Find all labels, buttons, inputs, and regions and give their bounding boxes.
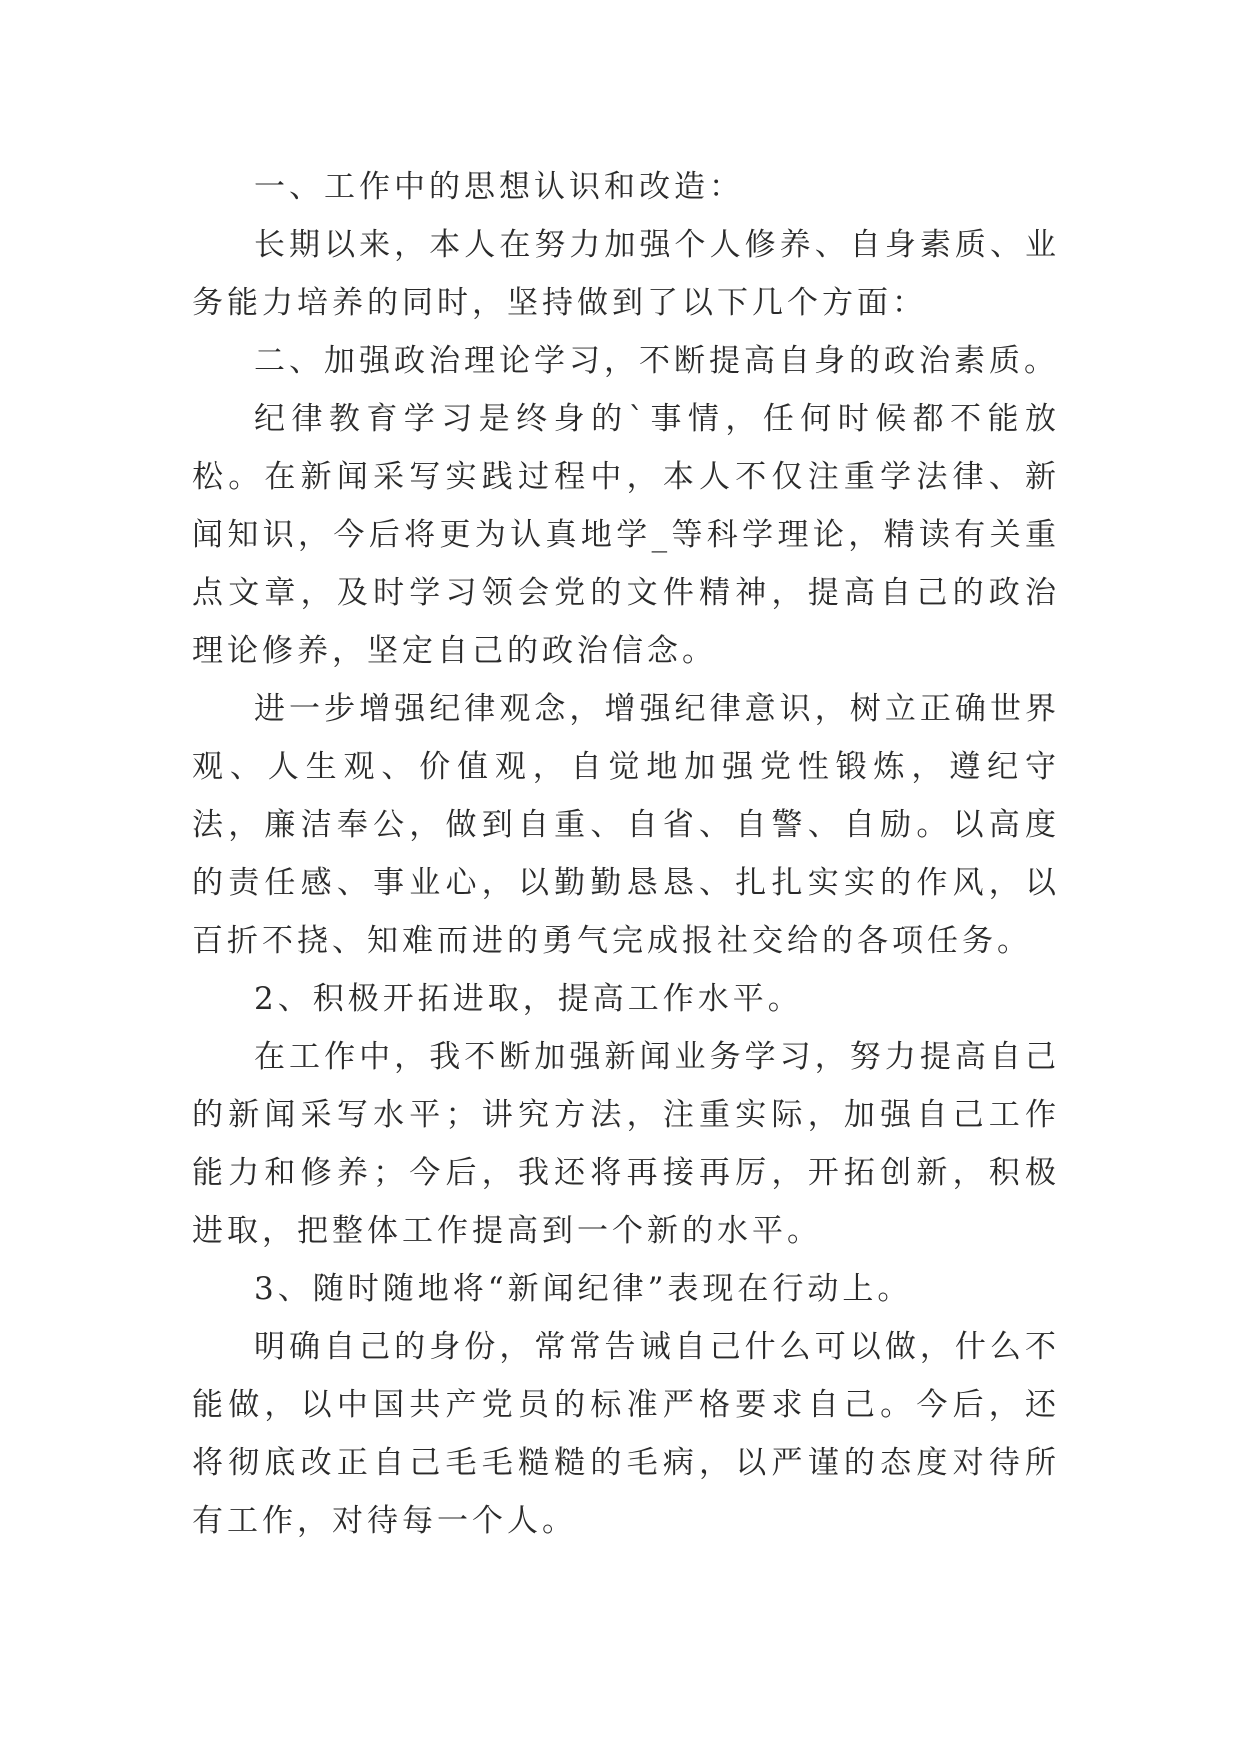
section-heading-4: 3、随时随地将“新闻纪律”表现在行动上。 (254, 1271, 913, 1307)
document-body (192, 158, 1060, 1550)
paragraph-work-level: 在工作中，我不断加强新闻业务学习，努力提高自己的新闻采写水平；讲究方法，注重实际，加强自己工作能力和修养；今后，我还将再接再厉，开拓创新，积极进取，把整体工作提高到一个新的水平。 (192, 1039, 1060, 1249)
paragraph-self-requirements: 明确自己的身份，常常告诫自己什么可以做，什么不能做，以中国共产党员的标准严格要求自己。今后，还将彻底改正自己毛毛糙糙的毛病，以严谨的态度对待所有工作，对待每一个人。 (192, 1329, 1060, 1539)
section-heading-2: 二、加强政治理论学习，不断提高自身的政治素质。 (254, 343, 1059, 379)
section-heading-3: 2、积极开拓进取，提高工作水平。 (254, 981, 803, 1017)
section-heading-1: 一、工作中的思想认识和改造： (254, 169, 744, 205)
paragraph-intro: 长期以来，本人在努力加强个人修养、自身素质、业务能力培养的同时，坚持做到了以下几个方面： (192, 227, 1060, 321)
paragraph-discipline-study: 纪律教育学习是终身的`事情，任何时候都不能放松。在新闻采写实践过程中，本人不仅注重学法律、新闻知识，今后将更为认真地学_等科学理论，精读有关重点文章，及时学习领会党的文件精神，提高自己的政治理论修养，坚定自己的政治信念。 (192, 401, 1060, 669)
paragraph-discipline-awareness: 进一步增强纪律观念，增强纪律意识，树立正确世界观、人生观、价值观，自觉地加强党性锻炼，遵纪守法，廉洁奉公，做到自重、自省、自警、自励。以高度的责任感、事业心，以勤勤恳恳、扎扎实实的作风，以百折不挠、知难而进的勇气完成报社交给的各项任务。 (192, 691, 1060, 959)
